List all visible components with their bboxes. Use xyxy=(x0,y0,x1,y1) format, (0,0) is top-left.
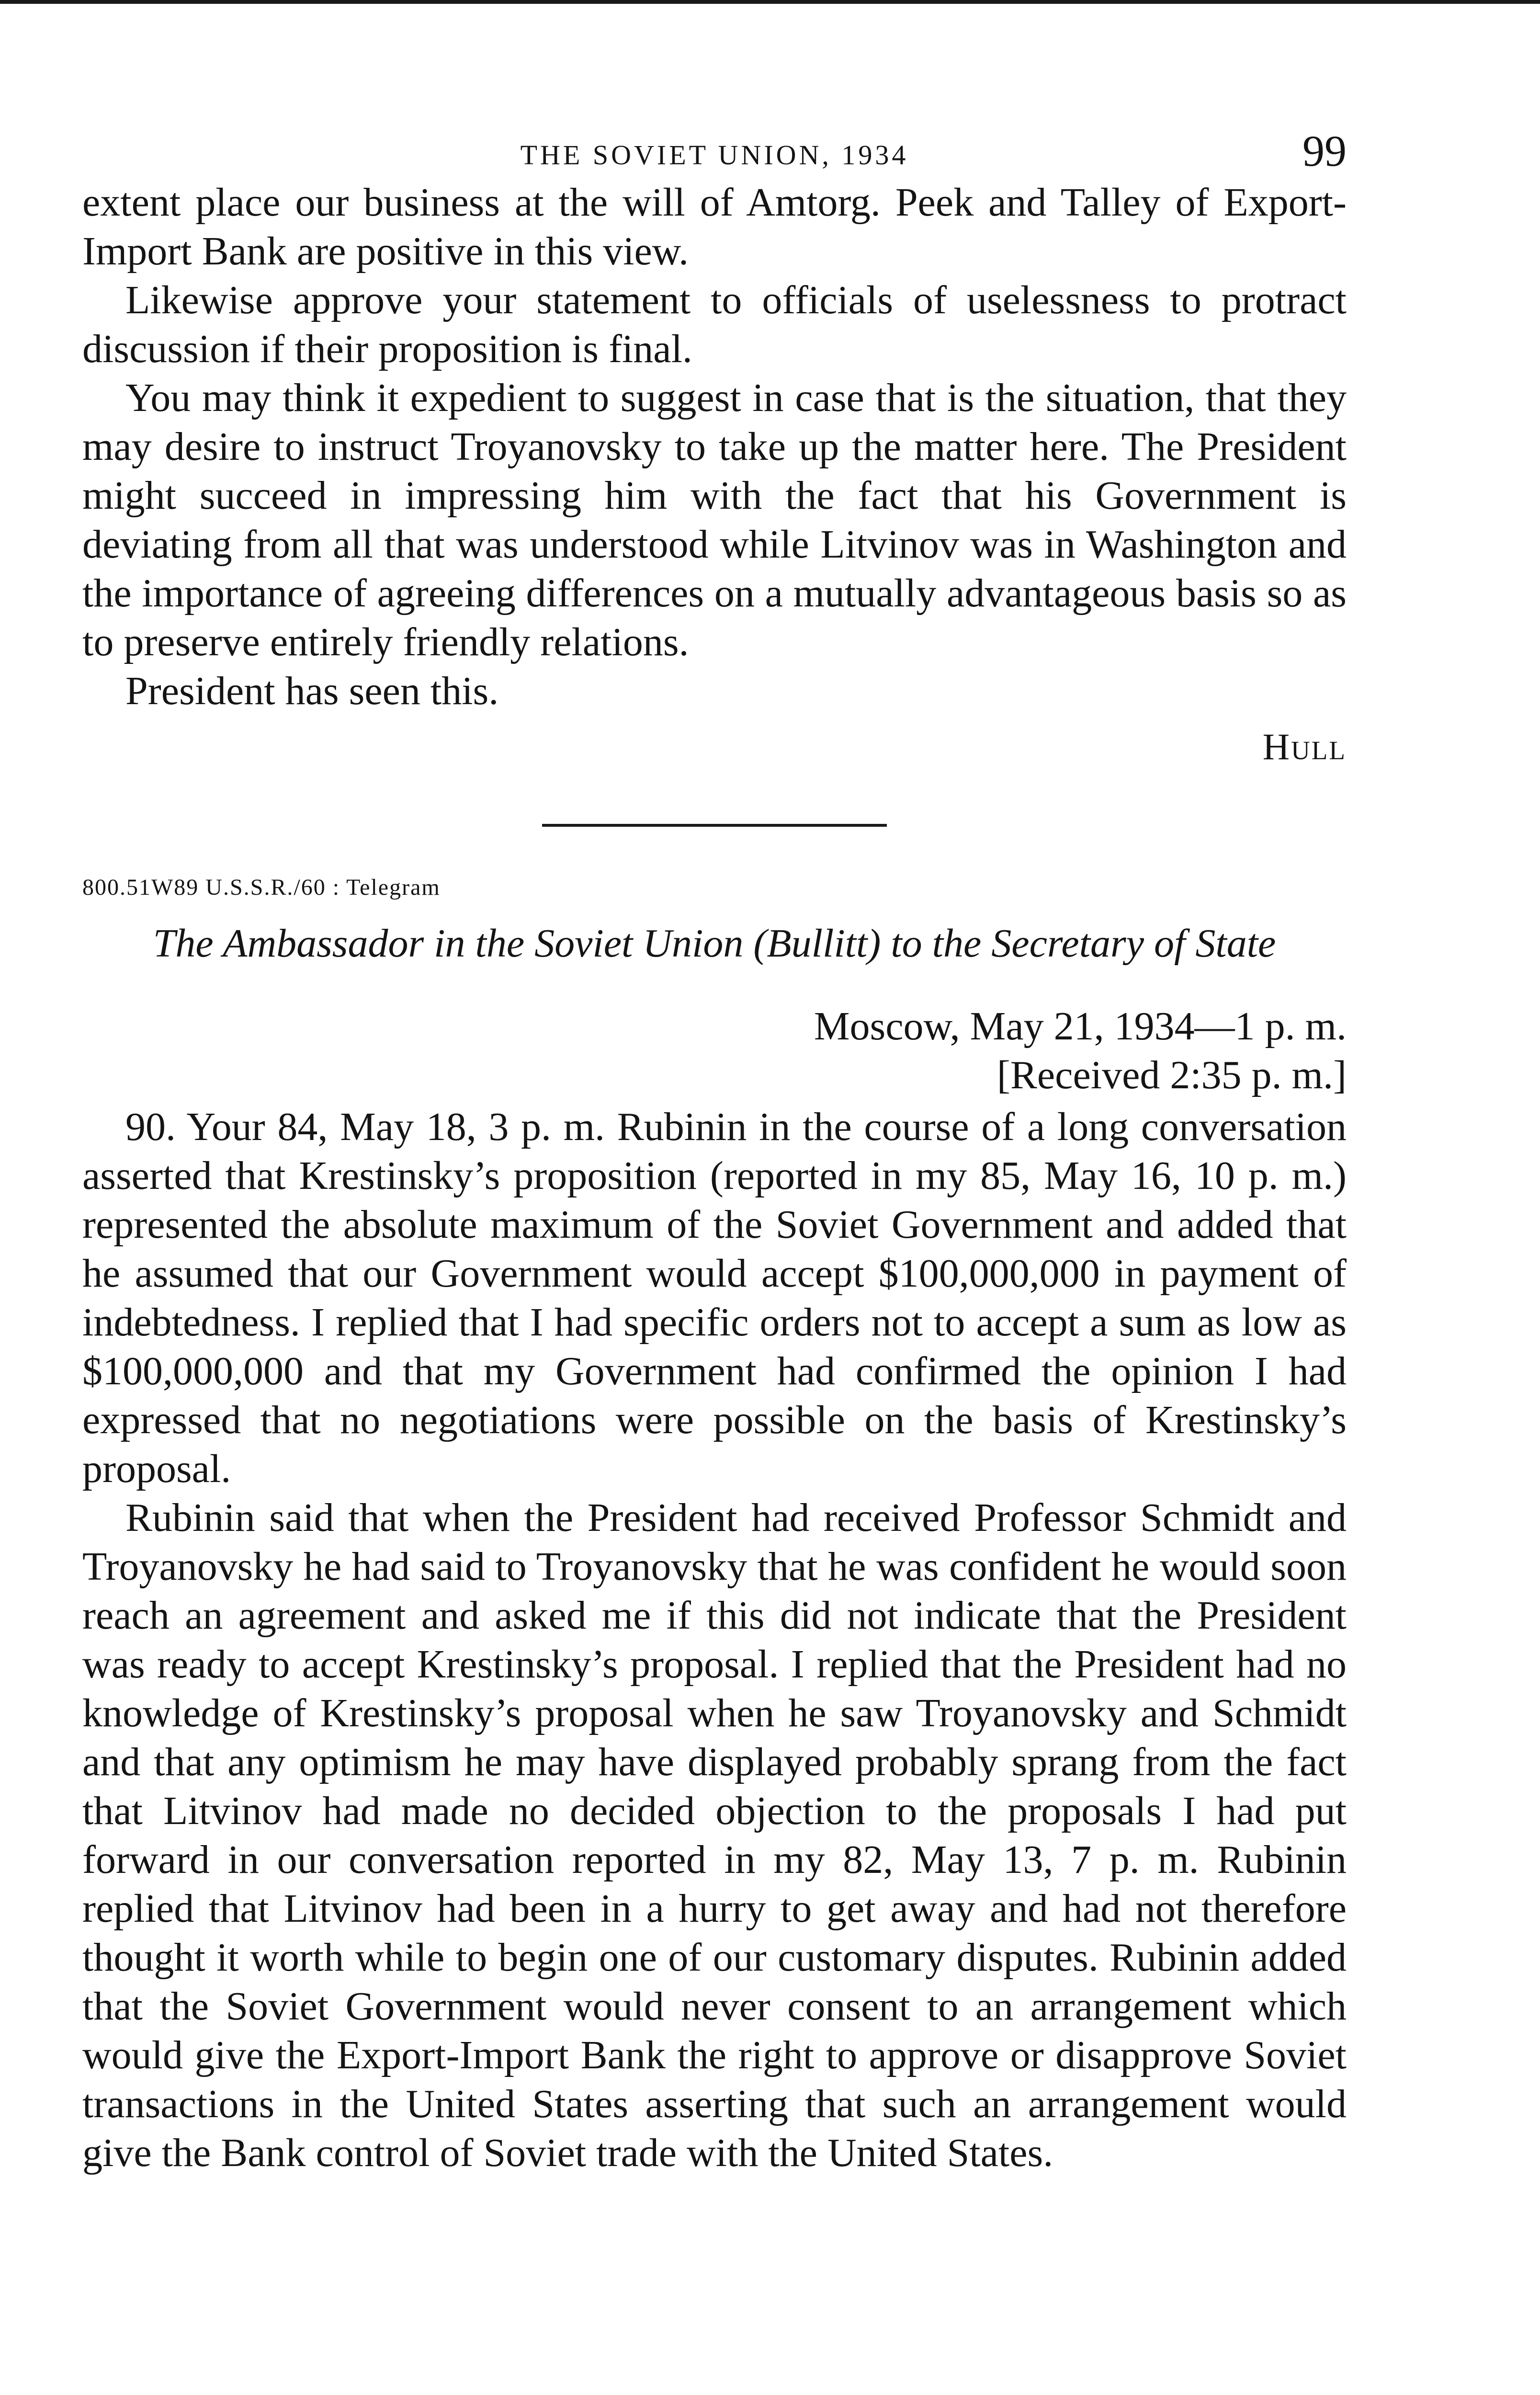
document-heading: The Ambassador in the Soviet Union (Bullitt) to the Secretary of State xyxy=(153,921,1276,966)
dateline: Moscow, May 21, 1934—1 p. m. xyxy=(814,1004,1347,1049)
running-title: THE SOVIET UNION, 1934 xyxy=(520,139,909,171)
top-border-rule xyxy=(0,0,1540,4)
first-document xyxy=(82,178,1347,771)
body-paragraph: Rubinin said that when the President had received Professor Schmidt and Troyanovsky he had said to Troyanovsky that he was confident he would soon reach an agreement and asked me if this did not indicate that the President was ready to accept Krestinsky’s proposal. I replied that the President had no knowledge of Krestinsky’s proposal when he saw Troyanovsky and Schmidt and that any optimism he may have displayed probably sprang from the fact that Litvinov had made no decided objection to the proposals I had put forward in our conversation reported in my 82, May 13, 7 p. m. Rubinin replied that Litvinov had been in a hurry to get away and had not therefore thought it worth while to begin one of our customary disputes. Rubinin added that the Soviet Government would never consent to an arrangement which would give the Export-Import Bank the right to approve or disapprove Soviet transactions in the United States asserting that such an arrangement would give the Bank control of Soviet trade with the United States. xyxy=(82,1495,1347,2175)
running-header xyxy=(82,125,1347,178)
received-note: [Received 2:35 p. m.] xyxy=(996,1053,1347,1097)
section-divider xyxy=(542,824,887,827)
file-reference: 800.51W89 U.S.S.R./60 : Telegram xyxy=(82,875,441,900)
page-number: 99 xyxy=(1302,126,1347,175)
signature: Hull xyxy=(1262,726,1347,767)
second-document xyxy=(82,871,1347,2178)
body-paragraph: You may think it expedient to suggest in case that is the situation, that they may desire to instruct Troyanovsky to take up the matter here. The President might succeed in impressing him with the fact that his Government is deviating from all that was understood while Litvinov was in Washington and the importance of agreeing differences on a mutually advantageous basis so as to preserve entirely friendly relations. xyxy=(82,376,1347,664)
body-paragraph: extent place our business at the will of Amtorg. Peek and Talley of Export-Import Bank are positive in this view. xyxy=(82,180,1347,274)
body-paragraph: Likewise approve your statement to officials of uselessness to protract discussion if their proposition is final. xyxy=(82,278,1347,371)
body-paragraph: President has seen this. xyxy=(125,669,499,713)
document-page xyxy=(82,125,1347,2178)
body-paragraph: 90. Your 84, May 18, 3 p. m. Rubinin in the course of a long conversation asserted that Krestinsky’s proposition (reported in my 85, May 16, 10 p. m.) represented the absolute maximum of the Soviet Government and added that he assumed that our Government would accept $100,000,000 in payment of indebtedness. I replied that I had specific orders not to accept a sum as low as $100,000,000 and that my Government had confirmed the opinion I had expressed that no negotiations were possible on the basis of Krestinsky’s proposal. xyxy=(82,1105,1347,1491)
